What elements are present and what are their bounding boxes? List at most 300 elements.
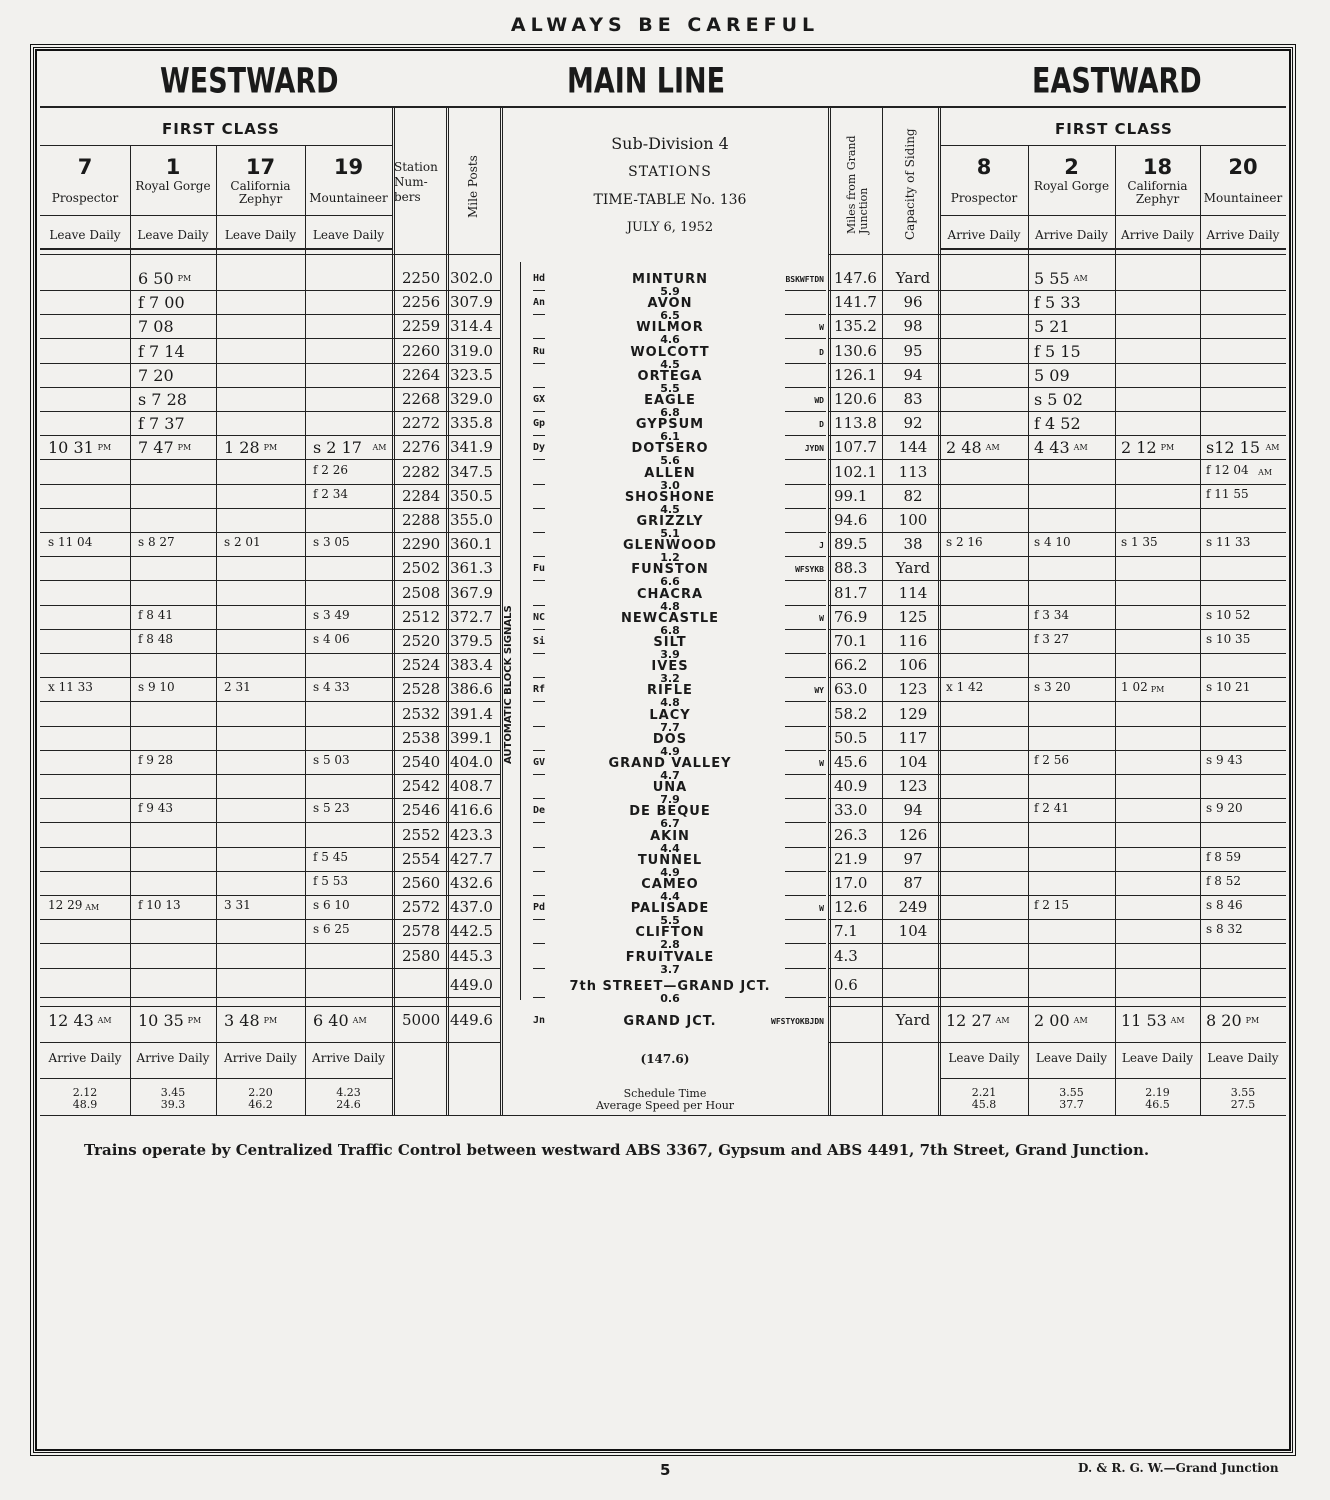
station-number-11: 2290 [402, 535, 441, 554]
station-number-5: 2268 [402, 390, 441, 408]
miles-from-gj-22: 33.0 [834, 801, 868, 820]
row-rule [533, 750, 545, 751]
row-rule [828, 580, 1286, 581]
train-name-7: Prospector [51, 191, 119, 205]
miles-from-gj-19: 50.5 [834, 728, 868, 747]
station-number-8: 2282 [402, 462, 441, 481]
row-rule [533, 387, 545, 388]
row-rule [392, 701, 500, 702]
row-rule [533, 459, 545, 460]
time-w1-20: f 9 28 [138, 753, 173, 767]
time-w1-6: f 7 37 [138, 414, 185, 434]
distance-11: 1.2 [660, 551, 680, 565]
station-name-23: AKIN [650, 828, 690, 844]
station-name-11: GLENWOOD [623, 538, 717, 554]
mile-post-3: 319.0 [450, 341, 493, 360]
time-e2-2: 5 21 [1034, 317, 1070, 337]
mile-post-25: 432.6 [450, 874, 493, 892]
row-rule [40, 484, 392, 485]
header-rule [940, 215, 1286, 216]
miles-from-gj-25: 17.0 [834, 874, 868, 892]
row-rule [828, 435, 1286, 436]
ampm-w17-7: PM [263, 443, 278, 453]
station-name-19: DOS [652, 731, 688, 747]
station-name-17: RIFLE [647, 683, 693, 699]
ampm-w19-30: AM [352, 1016, 367, 1025]
station-facilities-17: WY [814, 686, 824, 696]
mile-post-16: 383.4 [450, 656, 493, 675]
station-number-3: 2260 [402, 341, 441, 360]
train-direction-19: Leave Daily [312, 228, 385, 242]
telegraph-code-12: Fu [533, 563, 546, 575]
schedule-time-7: 2.12 [72, 1086, 98, 1099]
station-name-29: 7th STREET—GRAND JCT. [569, 979, 771, 994]
station-number-13: 2508 [402, 583, 441, 602]
distance-28: 3.7 [660, 962, 680, 976]
siding-capacity-18: 129 [898, 704, 928, 723]
station-facilities-7: JYDN [804, 444, 824, 454]
ampm-w7-30: AM [97, 1016, 112, 1025]
mile-post-21: 408.7 [450, 777, 493, 796]
time-e20-25: f 8 52 [1206, 874, 1241, 888]
time-w1-4: 7 20 [138, 365, 174, 385]
distance-29: 0.6 [660, 992, 680, 1005]
row-rule [533, 677, 545, 678]
mile-post-20: 404.0 [450, 753, 493, 771]
row-rule [40, 314, 392, 315]
time-e20-30: 8 20 [1206, 1011, 1242, 1030]
distance-21: 7.9 [660, 793, 680, 807]
distance-25: 4.4 [660, 890, 680, 903]
row-rule [533, 968, 545, 969]
telegraph-code-30: Jn [533, 1015, 546, 1026]
mile-post-8: 347.5 [450, 462, 493, 481]
station-number-28: 2580 [402, 946, 441, 965]
distance-6: 6.1 [660, 430, 680, 444]
train-name-20: Mountaineer [1203, 191, 1283, 205]
station-number-10: 2288 [402, 511, 441, 529]
average-speed-2: 37.7 [1059, 1098, 1084, 1111]
time-e20-24: f 8 59 [1206, 849, 1241, 864]
mile-post-28: 445.3 [450, 946, 493, 965]
average-speed-7: 48.9 [72, 1098, 98, 1111]
average-speed-18: 46.5 [1145, 1098, 1170, 1111]
row-rule [392, 532, 500, 533]
mile-post-9: 350.5 [450, 486, 493, 505]
row-rule [533, 532, 545, 533]
row-rule [785, 653, 826, 654]
siding-capacity-20: 104 [898, 753, 928, 771]
mile-post-10: 355.0 [450, 511, 493, 529]
time-w1-3: f 7 14 [138, 341, 185, 361]
station-name-26: PALISADE [630, 901, 710, 917]
train-name-8: Prospector [950, 191, 1018, 205]
row-rule [533, 484, 545, 485]
row-rule [392, 556, 500, 557]
row-rule [828, 363, 1286, 364]
row-rule [392, 750, 500, 751]
time-e2-17: s 3 20 [1034, 680, 1071, 695]
row-rule [392, 387, 500, 388]
station-number-20: 2540 [402, 753, 441, 771]
distance-17: 4.8 [660, 696, 680, 710]
train-direction-17: Leave Daily [224, 228, 297, 242]
subdivision: Sub-Division 4 [611, 134, 729, 153]
row-rule [828, 387, 1286, 388]
timetable-number: TIME-TABLE No. 136 [593, 192, 747, 208]
row-rule [40, 605, 392, 606]
mile-post-1: 307.9 [450, 293, 493, 312]
time-w1-1: f 7 00 [138, 293, 185, 313]
row-rule [828, 822, 1286, 823]
station-name-15: SILT [653, 635, 687, 650]
mile-post-rule [446, 108, 449, 1115]
siding-capacity-6: 92 [903, 414, 923, 433]
distance-18: 7.7 [660, 720, 680, 734]
station-numbers-label: Station Num- bers [394, 160, 438, 204]
row-rule [828, 629, 1286, 630]
time-e20-15: s 10 35 [1206, 632, 1251, 646]
distance-15: 3.9 [660, 648, 680, 661]
miles-from-gj-8: 102.1 [834, 462, 877, 481]
row-rule [785, 895, 826, 896]
station-name-3: WOLCOTT [630, 344, 710, 360]
row-rule [785, 997, 826, 998]
row-rule [785, 822, 826, 823]
mile-post-22: 416.6 [450, 801, 493, 820]
title-main-line: MAIN LINE [567, 61, 726, 102]
time-e20-22: s 9 20 [1206, 801, 1243, 816]
time-w19-15: s 4 06 [313, 632, 350, 646]
siding-capacity-8: 113 [898, 462, 928, 481]
row-rule [392, 653, 500, 654]
station-name-24: TUNNEL [637, 852, 703, 868]
row-rule [40, 750, 392, 751]
station-name-30: GRAND JCT. [623, 1014, 717, 1029]
siding-capacity-17: 123 [898, 680, 928, 699]
ampm-e8-30: AM [995, 1016, 1010, 1025]
mile-post-29: 449.0 [450, 976, 493, 994]
row-rule [392, 847, 500, 848]
time-e2-0: 5 55 [1034, 269, 1070, 288]
row-rule [828, 726, 1286, 727]
mile-post-7: 341.9 [450, 438, 493, 457]
row-rule [828, 508, 1286, 509]
miles-from-gj-13: 81.7 [834, 583, 868, 602]
station-number-23: 2552 [402, 825, 441, 844]
miles-from-gj-14: 76.9 [834, 607, 868, 626]
row-rule [828, 556, 1286, 557]
station-name-27: CLIFTON [635, 925, 705, 941]
row-rule [785, 338, 826, 339]
station-number-30: 5000 [402, 1011, 441, 1029]
row-rule [392, 629, 500, 630]
train-number-20: 20 [1228, 155, 1258, 179]
row-rule [785, 484, 826, 485]
row-rule [392, 919, 500, 920]
ampm-e18-17: PM [1150, 685, 1165, 695]
row-rule [785, 677, 826, 678]
train-name-2: Royal Gorge [1033, 179, 1110, 193]
station-name-4: ORTEGA [637, 368, 703, 384]
miles-from-gj-15: 70.1 [834, 632, 868, 650]
mile-post-30: 449.6 [450, 1011, 493, 1029]
row-rule [828, 968, 1286, 969]
page-number: 5 [660, 1461, 671, 1479]
row-rule [392, 459, 500, 460]
train-direction-bottom-7: Arrive Daily [48, 1051, 122, 1065]
time-e20-17: s 10 21 [1206, 680, 1251, 695]
station-facilities-5: WD [814, 396, 824, 405]
station-number-15: 2520 [402, 632, 441, 650]
distance-10: 5.1 [660, 527, 680, 540]
station-number-17: 2528 [402, 680, 441, 699]
railroad-name: D. & R. G. W.—Grand Junction [1078, 1461, 1279, 1475]
station-name-28: FRUITVALE [625, 949, 715, 965]
row-rule [392, 774, 500, 775]
siding-capacity-10: 100 [898, 511, 928, 529]
average-speed-1: 39.3 [160, 1098, 186, 1111]
distance-12: 6.6 [660, 575, 680, 589]
telegraph-code-7: Dy [533, 442, 546, 454]
row-rule [785, 314, 826, 315]
row-rule [785, 871, 826, 872]
mile-post-19: 399.1 [450, 728, 493, 747]
row-rule [40, 997, 392, 998]
station-name-1: AVON [647, 296, 693, 312]
time-e20-8: f 12 04 [1206, 462, 1249, 477]
time-e20-14: s 10 52 [1206, 607, 1251, 622]
time-w1-0: 6 50 [138, 269, 174, 288]
time-w7-17: x 11 33 [48, 680, 93, 695]
station-name-12: FUNSTON [631, 562, 709, 578]
station-facilities-26: W [819, 904, 824, 914]
row-rule [40, 822, 392, 823]
siding-capacity-9: 82 [903, 486, 923, 505]
telegraph-code-20: GV [533, 757, 546, 768]
row-rule [828, 871, 1286, 872]
row-rule [40, 508, 392, 509]
miles-from-label: Miles from Grand Junction [845, 135, 870, 234]
siding-capacity-4: 94 [903, 365, 923, 384]
miles-from-gj-5: 120.6 [834, 390, 877, 408]
footer-rule [392, 1042, 500, 1043]
header-rule [40, 215, 392, 216]
miles-from-gj-0: 147.6 [834, 269, 877, 287]
row-rule [785, 701, 826, 702]
train-number-17: 17 [245, 155, 276, 179]
row-rule [785, 363, 826, 364]
row-rule [40, 895, 392, 896]
row-rule [40, 387, 392, 388]
abs-signal-rule [520, 262, 521, 1000]
row-rule [533, 314, 545, 315]
mile-post-4: 323.5 [450, 365, 493, 384]
first-class-rule [40, 145, 392, 146]
row-rule [785, 847, 826, 848]
station-number-2: 2259 [402, 317, 441, 336]
row-rule [828, 895, 1286, 896]
row-rule [828, 532, 1286, 533]
station-name-25: CAMEO [641, 877, 699, 892]
train-direction-bottom-20: Leave Daily [1207, 1051, 1279, 1065]
telegraph-code-15: Si [533, 636, 546, 647]
train-number-7: 7 [77, 155, 93, 179]
stations-label: STATIONS [628, 164, 712, 180]
footer-rule [940, 1042, 1286, 1043]
row-rule [392, 580, 500, 581]
row-rule [785, 387, 826, 388]
row-rule [40, 677, 392, 678]
row-rule [40, 943, 392, 944]
ampm-w19-7: AM [372, 443, 387, 453]
row-rule [533, 411, 545, 412]
train-direction-2: Arrive Daily [1035, 228, 1108, 242]
row-rule [533, 580, 545, 581]
station-facilities-12: WFSYKB [795, 565, 824, 575]
time-w19-20: s 5 03 [313, 753, 350, 767]
title-westward: WESTWARD [160, 61, 339, 102]
distance-19: 4.9 [660, 744, 680, 758]
distance-4: 5.5 [660, 381, 680, 395]
row-rule [785, 750, 826, 751]
row-rule [392, 997, 500, 998]
train-direction-7: Leave Daily [49, 228, 121, 242]
schedule-time-19: 4.23 [336, 1086, 361, 1099]
ampm-e18-30: AM [1170, 1016, 1185, 1025]
row-rule [828, 919, 1286, 920]
station-name-2: WILMOR [636, 320, 704, 336]
time-e8-17: x 1 42 [946, 680, 984, 695]
average-speed-20: 27.5 [1230, 1098, 1256, 1111]
train-number-8: 8 [976, 155, 992, 179]
time-w1-17: s 9 10 [138, 680, 175, 695]
ampm-w1-30: PM [187, 1016, 202, 1025]
station-facilities-20: W [819, 759, 824, 768]
miles-from-gj-24: 21.9 [834, 849, 868, 868]
row-rule [828, 798, 1286, 799]
station-name-16: IVES [651, 659, 689, 675]
time-e18-11: s 1 35 [1121, 535, 1158, 550]
row-rule [533, 338, 545, 339]
miles-from-gj-16: 66.2 [834, 656, 868, 675]
miles-from-gj-27: 7.1 [834, 922, 858, 941]
total-miles: (147.6) [640, 1052, 690, 1066]
miles-from-gj-3: 130.6 [834, 341, 877, 360]
row-rule [533, 822, 545, 823]
time-e2-1: f 5 33 [1034, 293, 1081, 313]
telegraph-code-22: De [533, 805, 546, 817]
station-number-22: 2546 [402, 801, 441, 820]
time-w7-30: 12 43 [48, 1011, 94, 1030]
siding-capacity-14: 125 [898, 607, 928, 626]
distance-8: 3.0 [660, 478, 680, 492]
train-direction-bottom-1: Arrive Daily [136, 1051, 210, 1065]
east-start-rule [938, 108, 941, 1115]
time-e20-27: s 8 32 [1206, 922, 1243, 937]
row-rule [533, 653, 545, 654]
time-e2-15: f 3 27 [1034, 632, 1069, 646]
row-rule [785, 605, 826, 606]
row-rule [785, 459, 826, 460]
row-rule [828, 338, 1286, 339]
ampm-w7-26: AM [85, 903, 100, 913]
time-w19-7: s 2 17 [313, 438, 362, 458]
station-name-21: UNA [652, 780, 688, 796]
time-e2-3: f 5 15 [1034, 341, 1081, 361]
station-name-20: GRAND VALLEY [608, 756, 732, 771]
time-w1-14: f 8 41 [138, 607, 173, 622]
row-rule [40, 629, 392, 630]
schedule-time-8: 2.21 [971, 1086, 997, 1099]
station-number-16: 2524 [402, 656, 441, 675]
row-rule [40, 919, 392, 920]
row-rule [40, 726, 392, 727]
siding-capacity-11: 38 [903, 535, 923, 554]
row-rule [828, 484, 1286, 485]
mile-post-6: 335.8 [450, 414, 493, 433]
row-rule [785, 290, 826, 291]
row-rule [40, 411, 392, 412]
mile-post-26: 437.0 [450, 898, 493, 917]
siding-capacity-15: 116 [898, 632, 928, 650]
row-rule [785, 556, 826, 557]
row-rule [392, 314, 500, 315]
train-name-17: California Zephyr [230, 179, 291, 206]
time-w1-22: f 9 43 [138, 801, 173, 816]
average-speed-label: Average Speed per Hour [595, 1099, 735, 1112]
distance-0: 5.9 [660, 285, 680, 298]
footer-rule [40, 1042, 392, 1043]
row-rule [828, 411, 1286, 412]
time-w17-26: 3 31 [224, 898, 251, 913]
miles-from-gj-6: 113.8 [834, 414, 877, 433]
footer-rule [940, 1078, 1286, 1079]
miles-col-rule [828, 108, 831, 1115]
row-rule [392, 822, 500, 823]
telegraph-code-3: Ru [533, 345, 546, 357]
row-rule [533, 629, 545, 630]
schedule-time-2: 3.55 [1059, 1086, 1084, 1099]
time-w19-14: s 3 49 [313, 607, 350, 622]
distance-9: 4.5 [660, 502, 680, 516]
siding-capacity-24: 97 [903, 849, 923, 868]
miles-from-gj-2: 135.2 [834, 317, 877, 336]
row-rule [828, 653, 1286, 654]
row-rule [828, 774, 1286, 775]
ampm-e20-30: PM [1245, 1016, 1260, 1025]
station-number-4: 2264 [402, 365, 441, 384]
capacity-label: Capacity of Siding [903, 128, 917, 240]
row-rule [785, 532, 826, 533]
telegraph-code-5: GX [533, 394, 546, 405]
distance-22: 6.7 [660, 817, 680, 831]
station-number-27: 2578 [402, 922, 441, 941]
station-facilities-6: D [819, 420, 824, 430]
miles-from-gj-26: 12.6 [834, 898, 868, 917]
miles-from-gj-28: 4.3 [834, 946, 858, 965]
siding-capacity-13: 114 [898, 583, 928, 602]
station-name-8: ALLEN [644, 465, 696, 481]
mile-post-2: 314.4 [450, 317, 493, 336]
station-name-9: SHOSHONE [624, 489, 716, 505]
miles-from-gj-11: 89.5 [834, 535, 868, 554]
mile-post-11: 360.1 [450, 535, 493, 554]
row-rule [785, 411, 826, 412]
train-direction-bottom-2: Leave Daily [1035, 1051, 1108, 1065]
time-w17-7: 1 28 [224, 438, 260, 458]
row-rule [533, 943, 545, 944]
